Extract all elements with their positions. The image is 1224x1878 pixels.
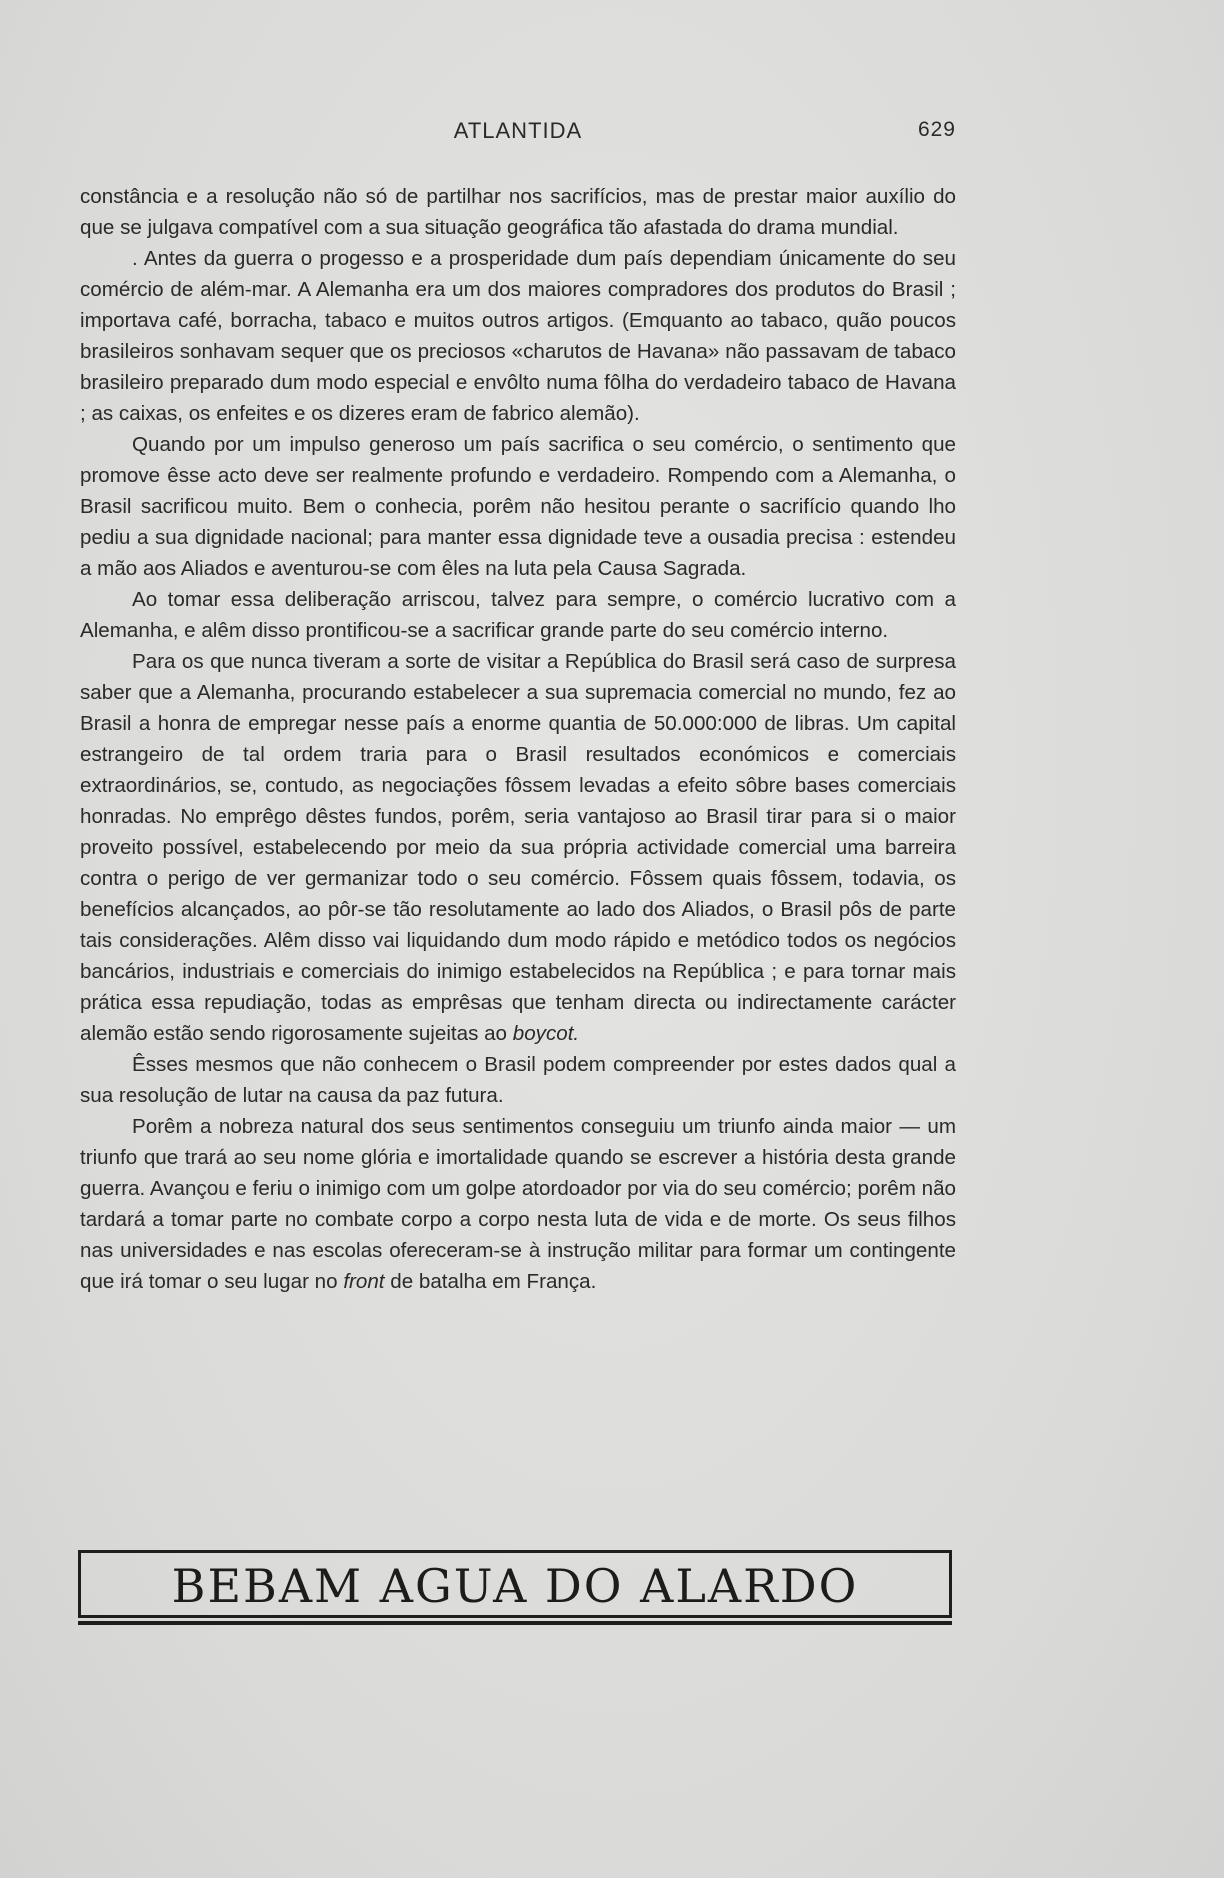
paragraph-3: Quando por um impulso generoso um país sacrifica o seu comércio, o sentimento que promove êsse acto deve ser realmente profundo e verdadeiro. Rompendo com a Alemanha, o Brasil sacrificou muito. Bem o conhecia, porêm não hesitou perante o sacrifício quando lho pediu a sua dignidade nacional; para manter essa dignidade teve a ousadia precisa : estendeu a mão aos Aliados e aventurou-se com êles na luta pela Causa Sagrada. [80,433,956,580]
italic-boycot: boycot. [512,1022,580,1045]
page-number: 629 [917,118,956,141]
journal-title: ATLANTIDA [453,118,583,143]
paragraph-7-text: Porêm a nobreza natural dos seus sentimentos conseguiu um triunfo ainda maior — um triunfo que trará ao seu nome glória e imortalidade quando se escrever a história desta grande guerra. Avançou e feriu o inimigo com um golpe atordoador por via do seu comércio; porêm não tardará a tomar parte no combate corpo a corpo nesta luta de vida e de morte. Os seus filhos nas universidades e nas escolas ofereceram-se à instrução militar para formar um contingente que irá tomar o seu lugar no [80,1115,956,1293]
paragraph-4: Ao tomar essa deliberação arriscou, talvez para sempre, o comércio lucrativo com a Alemanha, e alêm disso prontificou-se a sacrificar grande parte do seu comércio interno. [80,588,956,642]
paragraph-5 [80,646,956,1049]
paragraph-7 [80,1111,956,1297]
paragraph-7-end: de batalha em França. [390,1270,597,1293]
advertisement-text: BEBAM AGUA DO ALARDO [171,1559,859,1613]
italic-front: front [343,1270,385,1293]
paragraph-2: . Antes da guerra o progesso e a prosperidade dum país dependiam únicamente do seu comércio de além-mar. A Alemanha era um dos maiores compradores dos produtos do Brasil ; importava café, borracha, tabaco e muitos outros artigos. (Emquanto ao tabaco, quão poucos brasileiros sonhavam sequer que os preciosos «charutos de Havana» não passavam de tabaco brasileiro preparado dum modo especial e envôlto numa fôlha do verdadeiro tabaco de Havana ; as caixas, os enfeites e os dizeres eram de fabrico alemão). [80,247,956,425]
advertisement-box [78,1550,952,1618]
paragraph-1: constância e a resolução não só de partilhar nos sacrifícios, mas de prestar maior auxílio do que se julgava compatível com a sua situação geográfica tão afastada do drama mundial. [80,185,956,239]
paragraph-6: Êsses mesmos que não conhecem o Brasil podem compreender por estes dados qual a sua resolução de lutar na causa da paz futura. [80,1053,956,1107]
running-head [80,118,956,148]
paragraph-5-text: Para os que nunca tiveram a sorte de visitar a República do Brasil será caso de surpresa saber que a Alemanha, procurando estabelecer a sua supremacia comercial no mundo, fez ao Brasil a honra de empregar nesse país a enorme quantia de 50.000:000 de libras. Um capital estrangeiro de tal ordem traria para o Brasil resultados económicos e comerciais extraordinários, se, contudo, as negociações fôssem levadas a efeito sôbre bases comerciais honradas. No emprêgo dêstes fundos, porêm, seria vantajoso ao Brasil tirar para si o maior proveito possível, estabelecendo por meio da sua própria actividade comercial uma barreira contra o perigo de ver germanizar todo o seu comércio. Fôssem quais fôssem, todavia, os benefícios alcançados, ao pôr-se tão resolutamente ao lado dos Aliados, o Brasil pôs de parte tais considerações. Alêm disso vai liquidando dum modo rápido e metódico todos os negócios bancários, industriais e comerciais do inimigo estabelecidos na República ; e para tornar mais prática essa repudiação, todas as emprêsas que tenham directa ou indirectamente carácter alemão estão sendo rigorosamente sujeitas ao [80,650,956,1045]
article-body [80,181,956,1297]
